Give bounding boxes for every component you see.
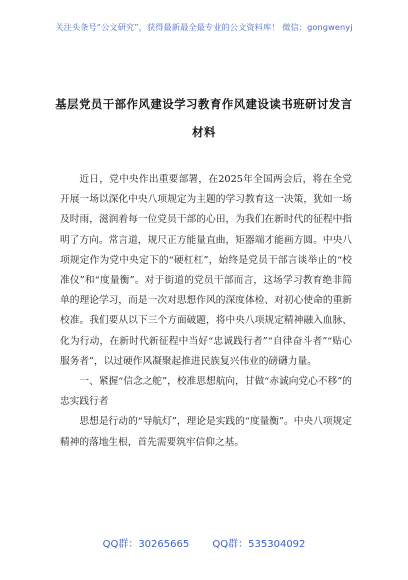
- document-title: 基层党员干部作风建设学习教育作风建设读书班研讨发言: [55, 97, 353, 111]
- section-heading-1: 一、紧握“信念之舵”，校准思想航向，甘做“赤诚向党心不移”的忠实践行者: [60, 376, 352, 408]
- paragraph-section-1: 思想是行动的“导航灯”，理论是实践的“度量衡”。中央八项规定精神的落地生根，首先需要筑牢信仰之基。: [60, 416, 352, 448]
- qq-group-2: QQ群：535304092: [212, 539, 306, 550]
- paragraph-intro: 近日，党中央作出重要部署，在2025年全国两会后，将在全党开展一场以深化中央八项规定为主题的学习教育这一决策，犹如一场及时雨，滋润着每一位党员干部的心田，为我们在新时代的征程中指明了方向。常言道，规尺正方能量直曲，矩器端才能画方圆。中央八项规定作为党中央定下的“硬杠杠”，始终是党员干部言谈举止的“校准仪”和“度量衡”。对于街道的党员干部而言，这场学习教育绝非简单的理论学习，而是一次对思想作风的深度体检、对初心使命的重新校准。我们要从以下三个方面破题，将中央八项规定精神融入血脉、化为行动，在新时代新征程中当好“忠诚践行者”“自律奋斗者”“贴心服务者”，以过硬作风凝聚起推进民族复兴伟业的磅礴力量。: [60, 174, 352, 367]
- document-body: [60, 170, 352, 453]
- footer-contact: [0, 535, 408, 550]
- watermark-notice: 关注头条号“公文研究”，获得最新最全最专业的公文资料库！ 微信：gongwenyj: [55, 22, 353, 32]
- document-title-continued: 材料: [192, 125, 216, 139]
- qq-group-1: QQ群：30265665: [102, 539, 190, 550]
